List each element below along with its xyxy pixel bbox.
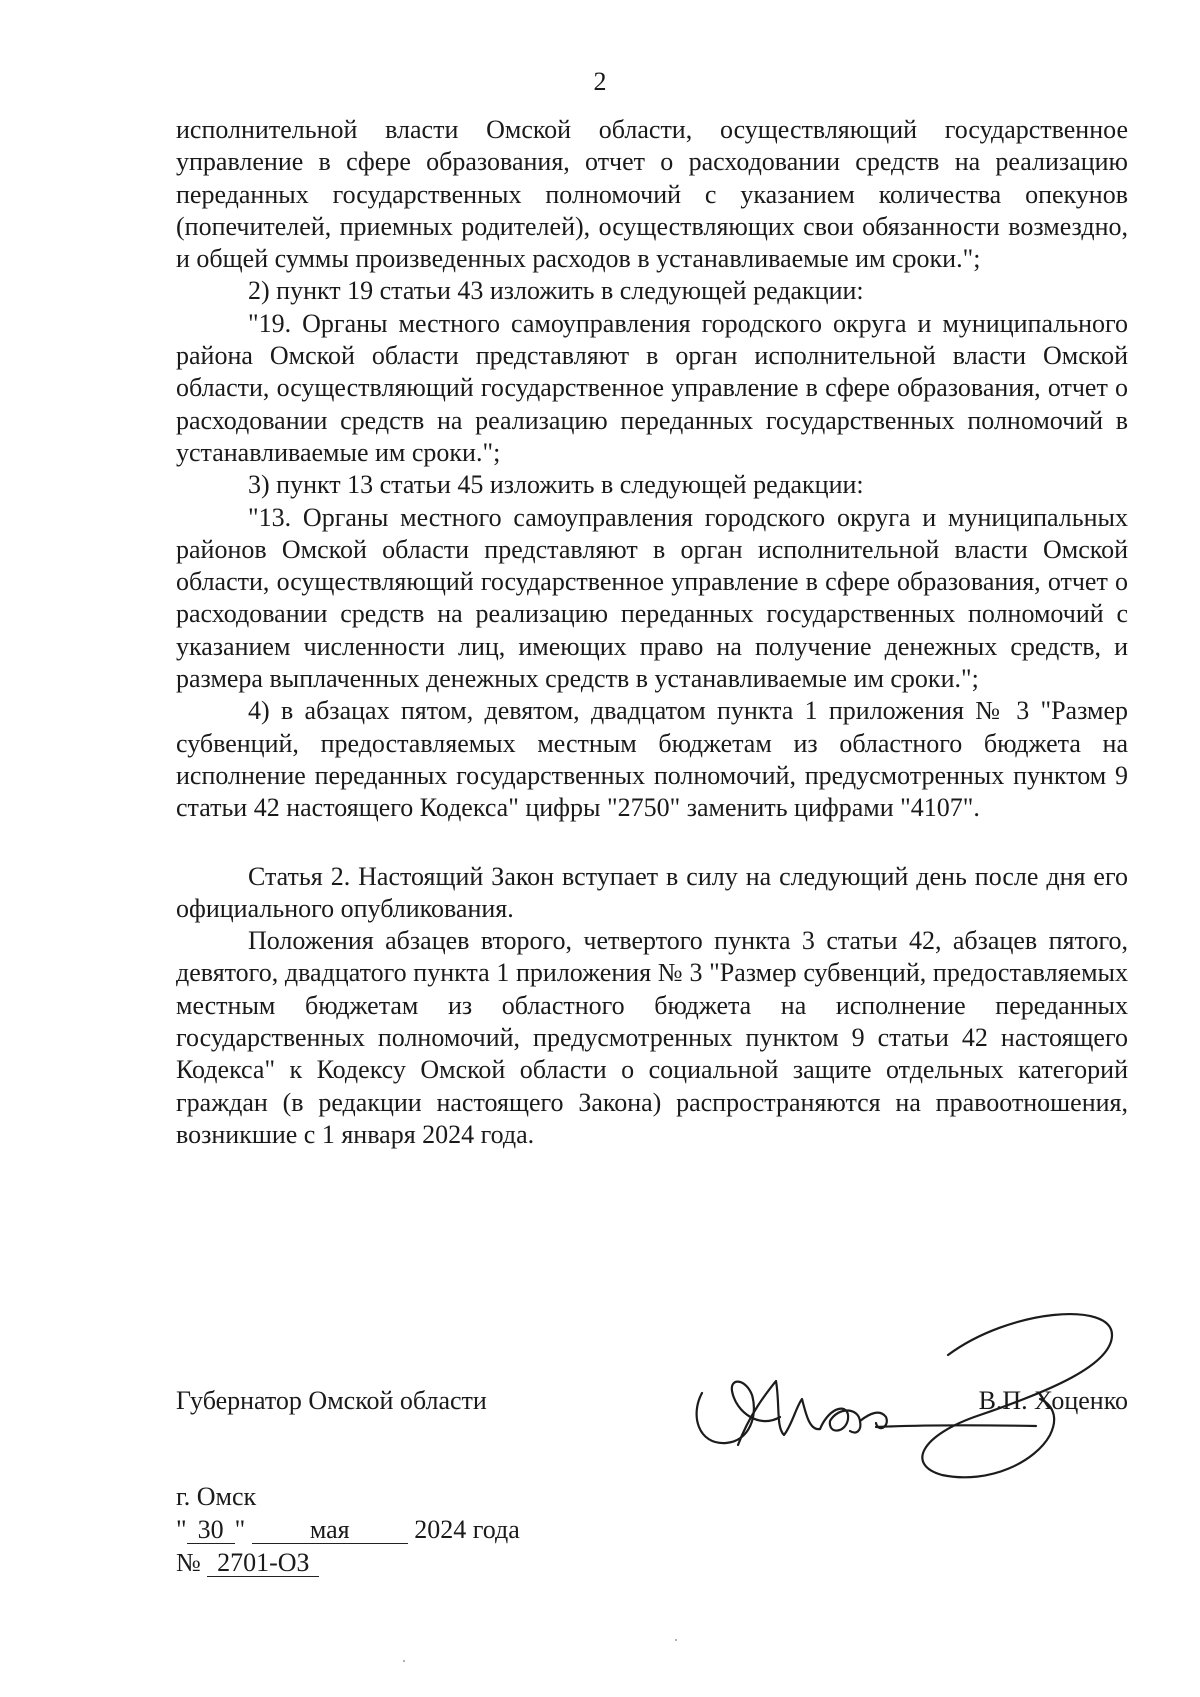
law-number-value: 2701-ОЗ	[207, 1550, 319, 1577]
paragraph-amendment-4: 4) в абзацах пятом, девятом, двадцатом пункта 1 приложения № 3 "Размер субвенций, предоставляемых местным бюджетам из областного бюджета на исполнение переданных государственных полномочий, предусмотренных пунктом 9 статьи 42 настоящего Кодекса" цифры "2750" заменить цифрами "4107".	[176, 696, 1128, 823]
place-date-block	[176, 1480, 520, 1579]
page-number: 2	[593, 67, 607, 96]
paragraph-clause-13: "13. Органы местного самоуправления городского округа и муниципальных районов Омской области представляют в орган исполнительной власти Омской области, осуществляющий государственное управление в сфере образования, отчет о расходовании средств на реализацию переданных государственных полномочий с указанием численности лиц, имеющих право на получение денежных средств, и размера выплаченных денежных средств в устанавливаемые им сроки.";	[176, 502, 1128, 694]
quote-close: "	[234, 1515, 246, 1544]
paragraph-provisions: Положения абзацев второго, четвертого пункта 3 статьи 42, абзацев пятого, девятого, двадцатого пункта 1 приложения № 3 "Размер субвенций, предоставляемых местным бюджетам из областного бюджета на исполнение переданных государственных полномочий, предусмотренных пунктом 9 статьи 42 настоящего Кодекса" к Кодексу Омской области о социальной защите отдельных категорий граждан (в редакции настоящего Закона) распространяются на правоотношения, возникшие с 1 января 2024 года.	[176, 926, 1128, 1149]
paragraph-clause-19: "19. Органы местного самоуправления городского округа и муниципального района Омской области представляют в орган исполнительной власти Омской области, осуществляющий государственное управление в сфере образования, отчет о расходовании средств на реализацию переданных государственных полномочий в устанавливаемые им сроки.";	[176, 308, 1128, 467]
paragraph-amendment-3: 3) пункт 13 статьи 45 изложить в следующей редакции:	[248, 470, 864, 500]
signing-date	[176, 1513, 520, 1546]
law-number	[176, 1546, 520, 1579]
paragraph-amendment-2: 2) пункт 19 статьи 43 изложить в следующей редакции:	[248, 276, 864, 306]
signatory-title: Губернатор Омской области	[176, 1386, 487, 1415]
signatory-name: В.П. Хоценко	[978, 1386, 1128, 1415]
section-gap	[176, 825, 1128, 861]
date-year: 2024 года	[414, 1515, 520, 1544]
number-sign: №	[176, 1548, 201, 1577]
paragraph-article-2: Статья 2. Настоящий Закон вступает в силу на следующий день после дня его официального опубликования.	[176, 861, 1128, 923]
date-month: мая	[252, 1517, 408, 1544]
quote-open: "	[176, 1515, 187, 1544]
paragraph-continuation: исполнительной власти Омской области, осуществляющий государственное управление в сфере образования, отчет о расходовании средств на реализацию переданных государственных полномочий с указанием количества опекунов (попечителей, приемных родителей), осуществляющих свои обязанности возмездно, и общей суммы произведенных расходов в устанавливаемые им сроки.";	[176, 115, 1128, 274]
document-body	[176, 114, 1128, 1151]
date-day: 30	[187, 1517, 235, 1544]
city: г. Омск	[176, 1482, 257, 1511]
